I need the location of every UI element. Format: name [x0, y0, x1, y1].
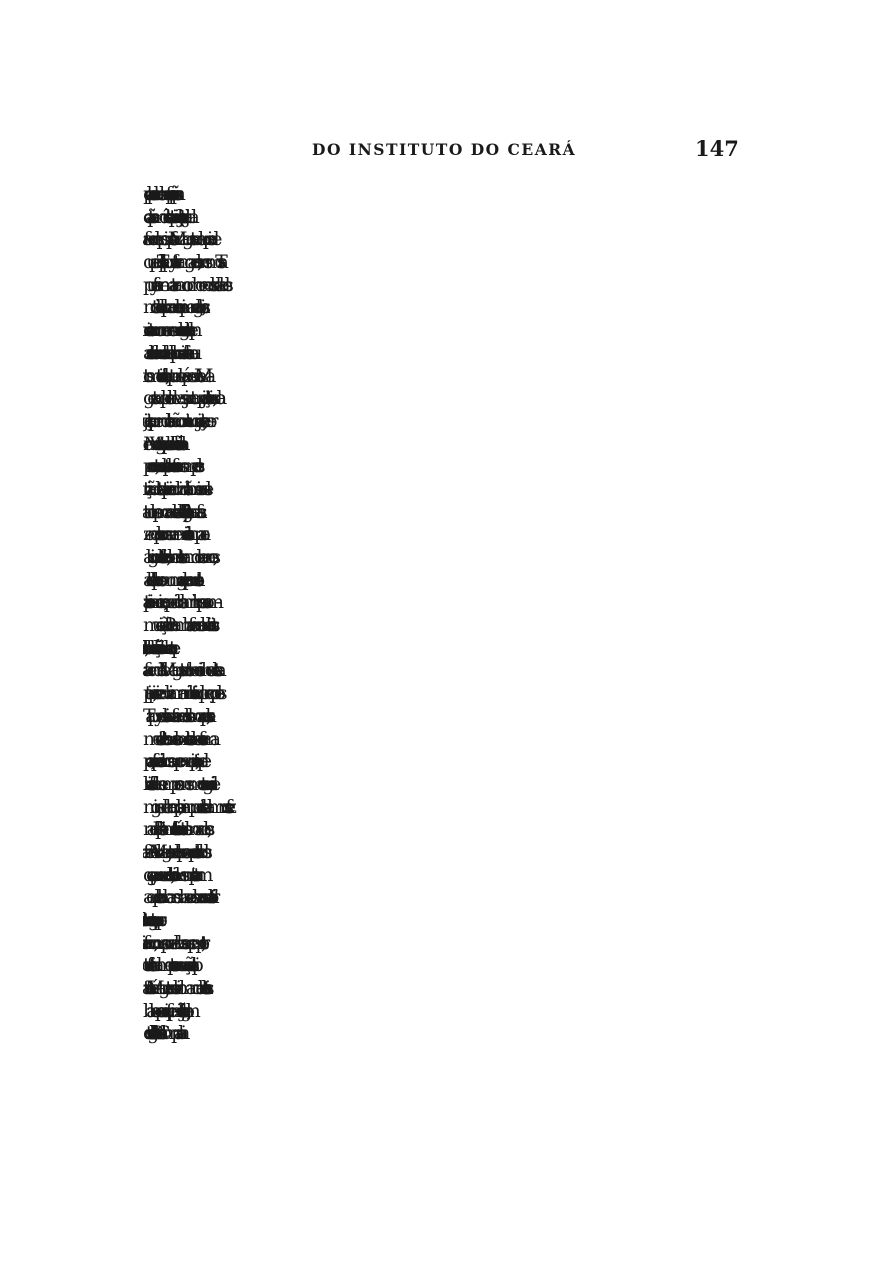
text-line: assolado as fazendas daquelles moradores e fizeram ou-	[143, 341, 191, 364]
text-line: migos declarados, para impedir estes damnos se fez	[143, 795, 229, 818]
text-line: justiça a prende-los a não continuou a justiça, e recor-	[143, 409, 209, 432]
text-line: abrigo desta fortaleza, donde estiveram doze annos, e	[143, 546, 211, 568]
text-line: pitania em cerca, impedindo os caminhos para a com-	[143, 591, 213, 614]
text-line: fizeram, como se prova da devassa que se remette; por	[143, 931, 202, 954]
text-line: presentes, mas que estes barbaros foram sempre a des-	[143, 455, 194, 478]
text-line: pitania, pois se reduziram a mui limitado preço pelos	[143, 682, 220, 705]
text-line: aquelles barbaros com uma cruel guerra pondo esta ca-	[143, 568, 194, 591]
text-line: que aquelles Tapuyas furtaram gados, os mesmos Ta-	[143, 251, 218, 274]
text-line: tros muitos delictos, o que tudo será presente a V. Ma-	[143, 364, 206, 387]
text-line: duas Aldeias deste gentio assistem Padres da Companhia	[143, 1022, 180, 1045]
running-header	[0, 136, 893, 166]
text-line: continuaram com os mesmos roubos dos gados que tem	[143, 319, 193, 342]
text-line: taleza, e continuaram com os mesmos estragos que sempre	[143, 909, 158, 931]
page-number: 147	[695, 136, 739, 161]
text-line: muitos daquelles moradores queimando alguns vivos; e	[143, 296, 198, 319]
text-line: paz, que foi mais danosa que conveniente, pois que de-	[143, 750, 202, 773]
text-line: medio de tantos males com estes barbaros se fez uma	[143, 727, 213, 750]
text-line: culpados se prendessem e que para se fazerem as prisões	[143, 183, 174, 205]
text-line: tania será V. Magestade servido mandar destruir estes	[143, 977, 206, 1000]
text-line: remos a V. Magestade representando-lhe não só os males	[143, 432, 180, 455]
text-line: que a guarnecem, e debaixo da mesma paz intentaram	[143, 863, 205, 886]
text-line: fazendo V. Magestade a despesa que custa os soldados	[143, 840, 205, 863]
text-line: a fazenda de V. Magestade teve nos disimos desta ca-	[143, 659, 217, 682]
text-line: tado que os moradores daquella Ribeira largaram as fa-	[143, 500, 194, 523]
text-line: naquella Ribeira uma fortaleza á custa dos moradores,	[143, 818, 204, 841]
text-line: gestade pela devassa junta que a justiça tirou; indo a	[143, 387, 220, 410]
text-line: truição desta capitania reduzindo-a a tão miseravel es-	[143, 477, 203, 500]
text-line: barbaros para que fiquemos livres de tão cruel jugo; em	[143, 999, 192, 1022]
running-title: DO INSTITUTO DO CEARÁ	[312, 140, 577, 159]
text-line: o capitão-mór desta capitania desse a justiça toda ajuda	[143, 205, 192, 228]
text-line: aquelles barbaros duas vezes levar a escala a dita for-	[143, 886, 211, 909]
text-line: e favor despois que se fez a V. Magestade a queixa de	[143, 228, 215, 251]
text-line: municação de Pernambuco e fazendo as maiores hosti-	[143, 614, 205, 637]
text-line: baixo della fizeram sempre os mesmos estragos de ini-	[143, 772, 206, 795]
text-line: todos estes fundamentos para a conservação desta capi-	[143, 954, 189, 977]
text-line: puyas feriram e mataram com horrendas crueldades	[143, 273, 226, 296]
text-line: Tapuyas destruirem as fazendas dos morados, para re-	[143, 704, 206, 727]
text-line: lidades, testemunho será a diminuição do rendimento que	[143, 636, 172, 659]
text-line: zendas por conservarem as vidas e se retiraram para o	[143, 523, 202, 546]
body-text	[143, 183, 732, 1045]
